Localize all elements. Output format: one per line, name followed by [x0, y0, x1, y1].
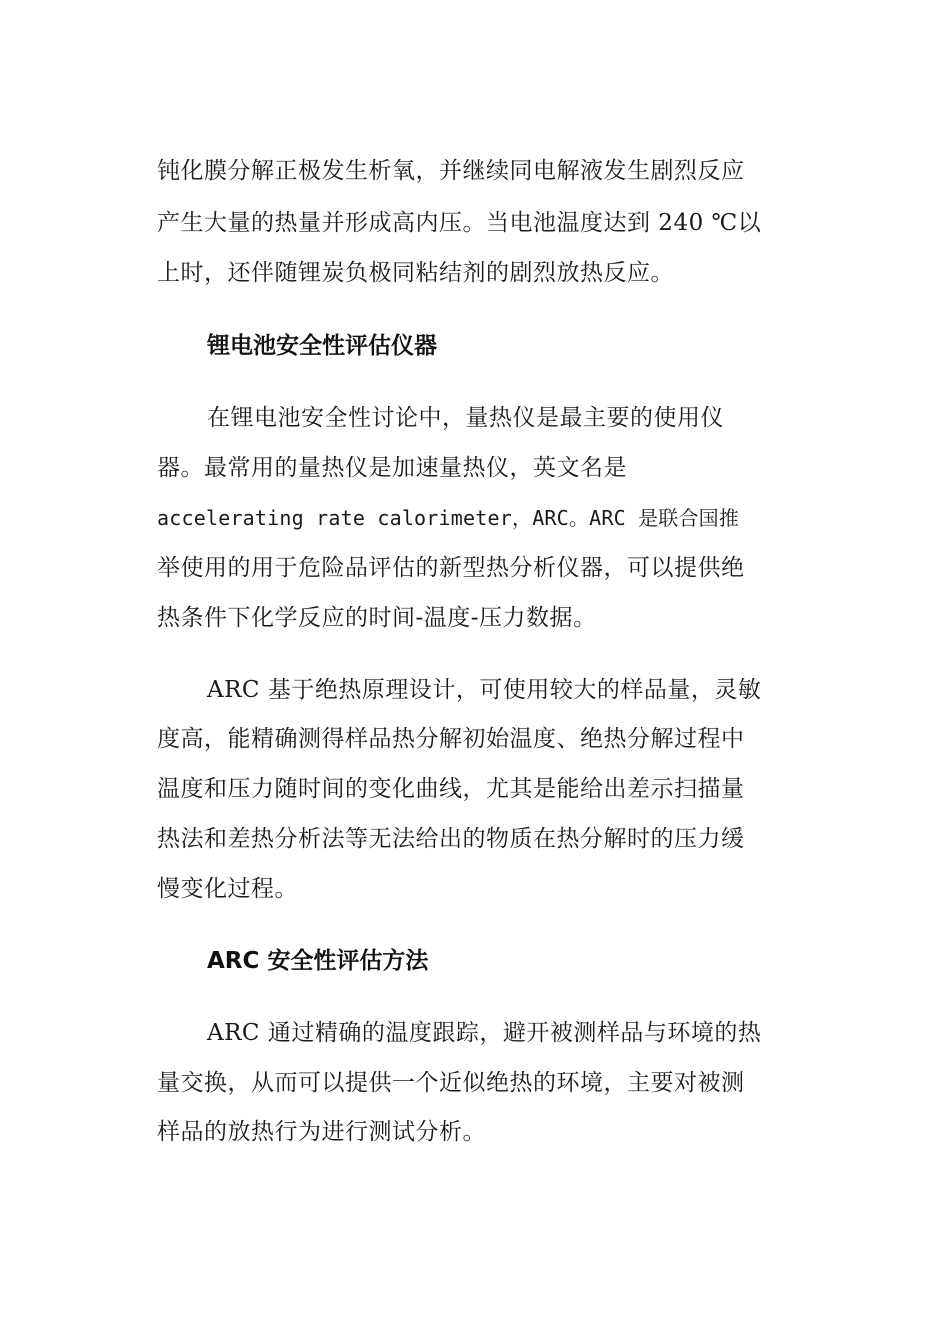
- paragraph-4-line-2: 量交换，从而可以提供一个近似绝热的环境，主要对被测: [157, 1070, 745, 1096]
- section-heading-arc-method: ARC 安全性评估方法: [207, 948, 429, 974]
- paragraph-2-line-2: 器。最常用的量热仪是加速量热仪，英文名是: [157, 455, 627, 481]
- paragraph-3-line-4: 热法和差热分析法等无法给出的物质在热分解时的压力缓: [157, 826, 745, 852]
- paragraph-1-line-3: 上时，还伴随锂炭负极同粘结剂的剧烈放热反应。: [157, 260, 674, 286]
- paragraph-1-line-2: 产生大量的热量并形成高内压。当电池温度达到 240 ℃以: [157, 210, 762, 236]
- paragraph-2-line-1: 在锂电池安全性讨论中，量热仪是最主要的使用仪: [207, 405, 724, 431]
- paragraph-4-line-3: 样品的放热行为进行测试分析。: [157, 1119, 486, 1145]
- paragraph-3-line-1: ARC 基于绝热原理设计，可使用较大的样品量，灵敏: [207, 677, 762, 703]
- paragraph-2-line-3: accelerating rate calorimeter，ARC。ARC 是联合国推: [157, 506, 740, 530]
- paragraph-3-line-3: 温度和压力随时间的变化曲线，尤其是能给出差示扫描量: [157, 776, 745, 802]
- paragraph-2-line-4: 举使用的用于危险品评估的新型热分析仪器，可以提供绝: [157, 555, 745, 581]
- paragraph-1-line-1: 钝化膜分解正极发生析氧，并继续同电解液发生剧烈反应: [157, 158, 745, 184]
- paragraph-3-line-2: 度高，能精确测得样品热分解初始温度、绝热分解过程中: [157, 726, 745, 752]
- paragraph-2-line-5: 热条件下化学反应的时间-温度-压力数据。: [157, 605, 597, 631]
- section-heading-instruments: 锂电池安全性评估仪器: [207, 333, 437, 359]
- paragraph-4-line-1: ARC 通过精确的温度跟踪，避开被测样品与环境的热: [207, 1020, 762, 1046]
- paragraph-3-line-5: 慢变化过程。: [157, 876, 298, 902]
